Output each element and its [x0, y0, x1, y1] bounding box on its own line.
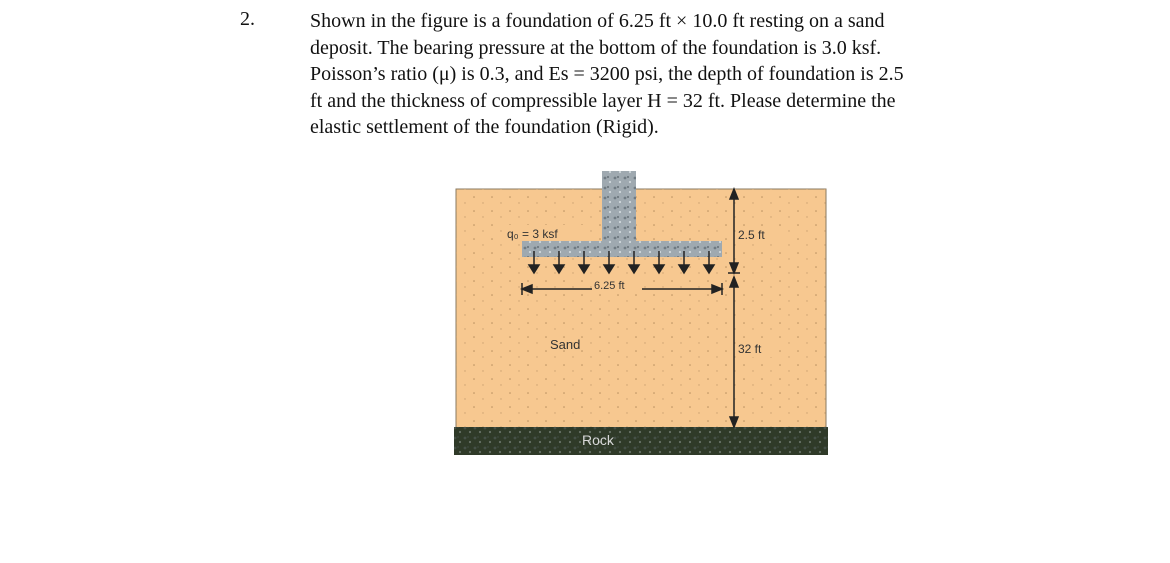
foundation-figure — [452, 165, 832, 460]
pressure-label: q₀ = 3 ksf — [507, 227, 558, 241]
question-number: 2. — [240, 8, 255, 30]
width-label: 6.25 ft — [594, 280, 625, 292]
question-line-5: elastic settlement of the foundation (Rigid). — [310, 116, 659, 138]
question-line-1: Shown in the figure is a foundation of 6.25 ft × 10.0 ft resting on a sand — [310, 10, 885, 32]
rock-label: Rock — [582, 432, 614, 448]
question-text — [310, 8, 1010, 141]
layer-label: 32 ft — [738, 342, 762, 356]
depth-label: 2.5 ft — [738, 228, 765, 242]
question-line-3: Poisson’s ratio (μ) is 0.3, and Es = 3200 psi, the depth of foundation is 2.5 — [310, 63, 904, 85]
question-line-2: deposit. The bearing pressure at the bottom of the foundation is 3.0 ksf. — [310, 36, 882, 59]
foundation-diagram — [452, 165, 832, 460]
question-line-4: ft and the thickness of compressible layer H = 32 ft. Please determine the — [310, 89, 896, 112]
sand-label: Sand — [550, 337, 581, 352]
